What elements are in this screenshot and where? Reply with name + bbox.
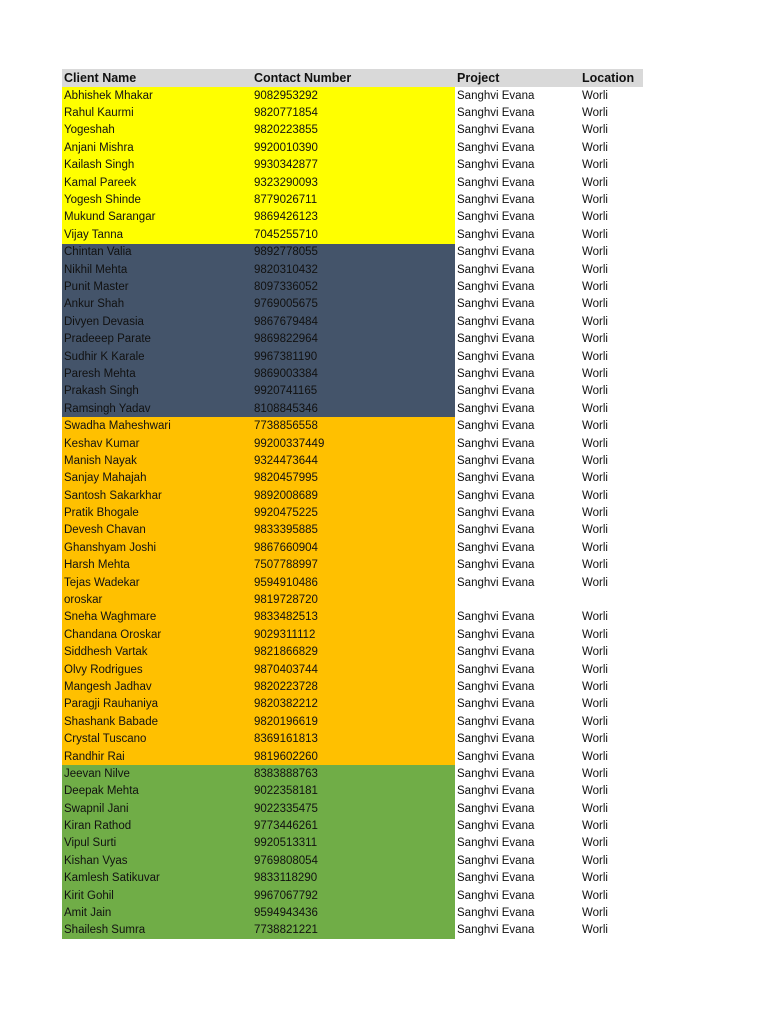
client-name-cell[interactable]: Paresh Mehta — [62, 365, 252, 382]
contact-number-cell[interactable]: 9820457995 — [252, 470, 455, 487]
table-row — [62, 104, 643, 121]
contact-number-cell[interactable]: 9930342877 — [252, 157, 455, 174]
location-cell[interactable]: Worli — [582, 541, 608, 554]
header-row — [62, 69, 643, 87]
client-table — [62, 69, 643, 939]
project-cell[interactable]: Sanghvi Evana — [457, 715, 535, 728]
table-row — [62, 157, 643, 174]
location-cell[interactable]: Worli — [582, 437, 608, 450]
contact-number-cell[interactable]: 7738856558 — [252, 417, 455, 434]
project-cell[interactable]: Sanghvi Evana — [457, 246, 535, 259]
table-row — [62, 365, 643, 382]
project-cell[interactable]: Sanghvi Evana — [457, 872, 535, 885]
client-name-cell[interactable]: Mukund Sarangar — [62, 209, 252, 226]
table-row — [62, 904, 643, 921]
project-cell[interactable]: Sanghvi Evana — [457, 924, 535, 937]
contact-number-cell[interactable]: 9821866829 — [252, 644, 455, 661]
contact-number-cell[interactable]: 9870403744 — [252, 661, 455, 678]
table-row — [62, 296, 643, 313]
table-row — [62, 539, 643, 556]
contact-number-cell[interactable]: 9920513311 — [252, 835, 455, 852]
client-name-cell[interactable]: Anjani Mishra — [62, 139, 252, 156]
client-name-cell[interactable]: Yogesh Shinde — [62, 191, 252, 208]
contact-number-cell[interactable]: 9022358181 — [252, 783, 455, 800]
location-cell[interactable]: Worli — [582, 507, 608, 520]
table-row — [62, 348, 643, 365]
contact-number-cell[interactable]: 9324473644 — [252, 452, 455, 469]
location-cell[interactable]: Worli — [582, 107, 608, 120]
table-row — [62, 174, 643, 191]
project-cell[interactable]: Sanghvi Evana — [457, 420, 535, 433]
location-cell[interactable]: Worli — [582, 402, 608, 415]
table-row — [62, 609, 643, 626]
client-name-cell[interactable]: Ghanshyam Joshi — [62, 539, 252, 556]
contact-number-cell[interactable]: 9869822964 — [252, 330, 455, 347]
table-row — [62, 922, 643, 939]
table-row — [62, 765, 643, 782]
contact-number-cell[interactable]: 8097336052 — [252, 278, 455, 295]
project-cell[interactable]: Sanghvi Evana — [457, 489, 535, 502]
contact-number-cell[interactable]: 9869003384 — [252, 365, 455, 382]
client-name-cell[interactable]: Ramsingh Yadav — [62, 400, 252, 417]
location-cell[interactable]: Worli — [582, 924, 608, 937]
table-row — [62, 244, 643, 261]
client-name-cell[interactable]: Pratik Bhogale — [62, 504, 252, 521]
project-cell[interactable]: Sanghvi Evana — [457, 541, 535, 554]
client-name-cell[interactable]: Chintan Valia — [62, 244, 252, 261]
client-name-cell[interactable]: Amit Jain — [62, 904, 252, 921]
contact-number-cell[interactable]: 9773446261 — [252, 817, 455, 834]
client-name-cell[interactable]: Harsh Mehta — [62, 557, 252, 574]
table-row — [62, 400, 643, 417]
location-cell[interactable]: Worli — [582, 124, 608, 137]
table-row — [62, 191, 643, 208]
contact-number-cell[interactable]: 9594943436 — [252, 904, 455, 921]
project-cell[interactable]: Sanghvi Evana — [457, 385, 535, 398]
project-cell[interactable]: Sanghvi Evana — [457, 176, 535, 189]
contact-number-cell[interactable]: 9820382212 — [252, 696, 455, 713]
table-row — [62, 383, 643, 400]
table-row — [62, 278, 643, 295]
location-cell[interactable]: Worli — [582, 628, 608, 641]
client-name-cell[interactable]: Abhishek Mhakar — [62, 87, 252, 104]
client-name-cell[interactable]: Vipul Surti — [62, 835, 252, 852]
table-row — [62, 696, 643, 713]
project-cell[interactable]: Sanghvi Evana — [457, 124, 535, 137]
project-cell[interactable]: Sanghvi Evana — [457, 680, 535, 693]
table-row — [62, 122, 643, 139]
project-cell[interactable]: Sanghvi Evana — [457, 802, 535, 815]
project-cell[interactable]: Sanghvi Evana — [457, 785, 535, 798]
project-cell[interactable]: Sanghvi Evana — [457, 820, 535, 833]
location-cell[interactable]: Worli — [582, 176, 608, 189]
contact-number-cell[interactable]: 9892778055 — [252, 244, 455, 261]
location-cell[interactable]: Worli — [582, 802, 608, 815]
client-name-cell[interactable]: Rahul Kaurmi — [62, 104, 252, 121]
client-name-cell[interactable]: Prakash Singh — [62, 383, 252, 400]
location-cell[interactable] — [579, 591, 643, 608]
client-name-cell[interactable]: Paragji Rauhaniya — [62, 696, 252, 713]
table-row — [62, 452, 643, 469]
client-name-cell[interactable]: Kamal Pareek — [62, 174, 252, 191]
contact-number-cell[interactable]: 9967381190 — [252, 348, 455, 365]
table-row — [62, 435, 643, 452]
client-name-cell[interactable]: Sneha Waghmare — [62, 609, 252, 626]
table-row — [62, 887, 643, 904]
project-cell[interactable]: Sanghvi Evana — [457, 767, 535, 780]
location-cell[interactable]: Worli — [582, 333, 608, 346]
location-cell[interactable]: Worli — [582, 750, 608, 763]
contact-number-cell[interactable]: 9867660904 — [252, 539, 455, 556]
contact-number-cell[interactable]: 9820223855 — [252, 122, 455, 139]
location-cell[interactable]: Worli — [582, 315, 608, 328]
header-location[interactable]: Location — [579, 69, 643, 87]
header-client-name[interactable]: Client Name — [62, 69, 252, 87]
project-cell[interactable]: Sanghvi Evana — [457, 628, 535, 641]
project-cell[interactable]: Sanghvi Evana — [457, 437, 535, 450]
table-row — [62, 261, 643, 278]
contact-number-cell[interactable]: 9820223728 — [252, 678, 455, 695]
location-cell[interactable]: Worli — [582, 872, 608, 885]
client-name-cell[interactable]: Kiran Rathod — [62, 817, 252, 834]
table-row — [62, 417, 643, 434]
client-name-cell[interactable]: Jeevan Nilve — [62, 765, 252, 782]
project-cell[interactable]: Sanghvi Evana — [457, 698, 535, 711]
table-row — [62, 87, 643, 104]
location-cell[interactable]: Worli — [582, 663, 608, 676]
contact-number-cell[interactable]: 9867679484 — [252, 313, 455, 330]
project-cell[interactable]: Sanghvi Evana — [457, 298, 535, 311]
project-cell[interactable]: Sanghvi Evana — [457, 211, 535, 224]
location-cell[interactable]: Worli — [582, 489, 608, 502]
table-row — [62, 209, 643, 226]
project-cell[interactable]: Sanghvi Evana — [457, 194, 535, 207]
table-row — [62, 678, 643, 695]
table-body — [62, 87, 643, 939]
client-name-cell[interactable]: Swadha Maheshwari — [62, 417, 252, 434]
client-name-cell[interactable]: Randhir Rai — [62, 748, 252, 765]
project-cell[interactable]: Sanghvi Evana — [457, 472, 535, 485]
project-cell[interactable]: Sanghvi Evana — [457, 315, 535, 328]
table-row — [62, 591, 643, 608]
client-name-cell[interactable]: Chandana Oroskar — [62, 626, 252, 643]
project-cell[interactable]: Sanghvi Evana — [457, 507, 535, 520]
contact-number-cell[interactable]: 9920741165 — [252, 383, 455, 400]
client-name-cell[interactable]: oroskar — [62, 591, 252, 608]
location-cell[interactable]: Worli — [582, 228, 608, 241]
table-row — [62, 748, 643, 765]
location-cell[interactable]: Worli — [582, 559, 608, 572]
project-cell[interactable]: Sanghvi Evana — [457, 576, 535, 589]
contact-number-cell[interactable]: 9892008689 — [252, 487, 455, 504]
client-name-cell[interactable]: Ankur Shah — [62, 296, 252, 313]
location-cell[interactable]: Worli — [582, 211, 608, 224]
table-row — [62, 713, 643, 730]
client-name-cell[interactable]: Shailesh Sumra — [62, 922, 252, 939]
client-name-cell[interactable]: Kirit Gohil — [62, 887, 252, 904]
location-cell[interactable]: Worli — [582, 576, 608, 589]
contact-number-cell[interactable]: 8108845346 — [252, 400, 455, 417]
table-row — [62, 557, 643, 574]
location-cell[interactable]: Worli — [582, 141, 608, 154]
location-cell[interactable]: Worli — [582, 785, 608, 798]
project-cell[interactable]: Sanghvi Evana — [457, 663, 535, 676]
location-cell[interactable]: Worli — [582, 767, 608, 780]
table-row — [62, 330, 643, 347]
contact-number-cell[interactable]: 9920010390 — [252, 139, 455, 156]
table-row — [62, 800, 643, 817]
contact-number-cell[interactable]: 9820310432 — [252, 261, 455, 278]
client-name-cell[interactable]: Punit Master — [62, 278, 252, 295]
project-cell[interactable]: Sanghvi Evana — [457, 350, 535, 363]
location-cell[interactable]: Worli — [582, 385, 608, 398]
location-cell[interactable]: Worli — [582, 89, 608, 102]
table-row — [62, 139, 643, 156]
client-name-cell[interactable]: Kishan Vyas — [62, 852, 252, 869]
table-row — [62, 504, 643, 521]
contact-number-cell[interactable]: 9820771854 — [252, 104, 455, 121]
contact-number-cell[interactable]: 9029311112 — [252, 626, 455, 643]
contact-number-cell[interactable]: 7507788997 — [252, 557, 455, 574]
contact-number-cell[interactable]: 9833118290 — [252, 870, 455, 887]
contact-number-cell[interactable]: 9323290093 — [252, 174, 455, 191]
client-name-cell[interactable]: Manish Nayak — [62, 452, 252, 469]
client-name-cell[interactable]: Mangesh Jadhav — [62, 678, 252, 695]
contact-number-cell[interactable]: 9082953292 — [252, 87, 455, 104]
location-cell[interactable]: Worli — [582, 837, 608, 850]
project-cell[interactable]: Sanghvi Evana — [457, 402, 535, 415]
location-cell[interactable]: Worli — [582, 298, 608, 311]
location-cell[interactable]: Worli — [582, 646, 608, 659]
project-cell[interactable]: Sanghvi Evana — [457, 333, 535, 346]
project-cell[interactable]: Sanghvi Evana — [457, 89, 535, 102]
project-cell[interactable]: Sanghvi Evana — [457, 646, 535, 659]
table-row — [62, 730, 643, 747]
contact-number-cell[interactable]: 9022335475 — [252, 800, 455, 817]
contact-number-cell[interactable]: 9819602260 — [252, 748, 455, 765]
client-name-cell[interactable]: Devesh Chavan — [62, 522, 252, 539]
location-cell[interactable]: Worli — [582, 454, 608, 467]
client-name-cell[interactable]: Yogeshah — [62, 122, 252, 139]
contact-number-cell[interactable]: 9769808054 — [252, 852, 455, 869]
location-cell[interactable]: Worli — [582, 524, 608, 537]
contact-number-cell[interactable]: 9967067792 — [252, 887, 455, 904]
contact-number-cell[interactable]: 8779026711 — [252, 191, 455, 208]
client-name-cell[interactable]: Santosh Sakarkhar — [62, 487, 252, 504]
table-row — [62, 226, 643, 243]
client-name-cell[interactable]: Nikhil Mehta — [62, 261, 252, 278]
contact-number-cell[interactable]: 8369161813 — [252, 730, 455, 747]
contact-number-cell[interactable]: 9833395885 — [252, 522, 455, 539]
project-cell[interactable]: Sanghvi Evana — [457, 367, 535, 380]
client-name-cell[interactable]: Vijay Tanna — [62, 226, 252, 243]
client-name-cell[interactable]: Tejas Wadekar — [62, 574, 252, 591]
location-cell[interactable]: Worli — [582, 854, 608, 867]
table-row — [62, 313, 643, 330]
contact-number-cell[interactable]: 9769005675 — [252, 296, 455, 313]
client-name-cell[interactable]: Sanjay Mahajah — [62, 470, 252, 487]
contact-number-cell[interactable]: 7738821221 — [252, 922, 455, 939]
location-cell[interactable]: Worli — [582, 246, 608, 259]
location-cell[interactable]: Worli — [582, 907, 608, 920]
project-cell[interactable]: Sanghvi Evana — [457, 263, 535, 276]
location-cell[interactable]: Worli — [582, 698, 608, 711]
contact-number-cell[interactable]: 9819728720 — [252, 591, 455, 608]
location-cell[interactable]: Worli — [582, 367, 608, 380]
location-cell[interactable]: Worli — [582, 889, 608, 902]
table-row — [62, 626, 643, 643]
project-cell[interactable]: Sanghvi Evana — [457, 750, 535, 763]
project-cell[interactable]: Sanghvi Evana — [457, 524, 535, 537]
client-name-cell[interactable]: Pradeeep Parate — [62, 330, 252, 347]
table-row — [62, 487, 643, 504]
contact-number-cell[interactable]: 99200337449 — [252, 435, 455, 452]
project-cell[interactable]: Sanghvi Evana — [457, 280, 535, 293]
table-row — [62, 661, 643, 678]
project-cell[interactable]: Sanghvi Evana — [457, 454, 535, 467]
contact-number-cell[interactable]: 7045255710 — [252, 226, 455, 243]
project-cell[interactable]: Sanghvi Evana — [457, 733, 535, 746]
location-cell[interactable]: Worli — [582, 263, 608, 276]
location-cell[interactable]: Worli — [582, 350, 608, 363]
location-cell[interactable]: Worli — [582, 194, 608, 207]
table-row — [62, 870, 643, 887]
location-cell[interactable]: Worli — [582, 680, 608, 693]
project-cell[interactable]: Sanghvi Evana — [457, 228, 535, 241]
project-cell[interactable]: Sanghvi Evana — [457, 559, 535, 572]
client-name-cell[interactable]: Olvy Rodrigues — [62, 661, 252, 678]
client-name-cell[interactable]: Keshav Kumar — [62, 435, 252, 452]
client-name-cell[interactable]: Crystal Tuscano — [62, 730, 252, 747]
project-cell[interactable]: Sanghvi Evana — [457, 107, 535, 120]
location-cell[interactable]: Worli — [582, 280, 608, 293]
table-row — [62, 835, 643, 852]
client-name-cell[interactable]: Kailash Singh — [62, 157, 252, 174]
table-row — [62, 817, 643, 834]
location-cell[interactable]: Worli — [582, 820, 608, 833]
project-cell[interactable]: Sanghvi Evana — [457, 611, 535, 624]
contact-number-cell[interactable]: 9594910486 — [252, 574, 455, 591]
location-cell[interactable]: Worli — [582, 420, 608, 433]
location-cell[interactable]: Worli — [582, 472, 608, 485]
table-row — [62, 522, 643, 539]
project-cell[interactable]: Sanghvi Evana — [457, 141, 535, 154]
project-cell[interactable]: Sanghvi Evana — [457, 159, 535, 172]
table-row — [62, 783, 643, 800]
header-project[interactable]: Project — [455, 69, 579, 87]
location-cell[interactable]: Worli — [582, 733, 608, 746]
project-cell[interactable] — [455, 591, 579, 608]
contact-number-cell[interactable]: 9833482513 — [252, 609, 455, 626]
client-name-cell[interactable]: Deepak Mehta — [62, 783, 252, 800]
location-cell[interactable]: Worli — [582, 159, 608, 172]
contact-number-cell[interactable]: 8383888763 — [252, 765, 455, 782]
table-row — [62, 852, 643, 869]
location-cell[interactable]: Worli — [582, 715, 608, 728]
client-name-cell[interactable]: Swapnil Jani — [62, 800, 252, 817]
contact-number-cell[interactable]: 9920475225 — [252, 504, 455, 521]
project-cell[interactable]: Sanghvi Evana — [457, 837, 535, 850]
client-name-cell[interactable]: Divyen Devasia — [62, 313, 252, 330]
client-name-cell[interactable]: Siddhesh Vartak — [62, 644, 252, 661]
project-cell[interactable]: Sanghvi Evana — [457, 907, 535, 920]
header-contact-number[interactable]: Contact Number — [252, 69, 455, 87]
client-name-cell[interactable]: Kamlesh Satikuvar — [62, 870, 252, 887]
location-cell[interactable]: Worli — [582, 611, 608, 624]
table-row — [62, 644, 643, 661]
project-cell[interactable]: Sanghvi Evana — [457, 854, 535, 867]
project-cell[interactable]: Sanghvi Evana — [457, 889, 535, 902]
table-row — [62, 574, 643, 591]
contact-number-cell[interactable]: 9869426123 — [252, 209, 455, 226]
table-row — [62, 470, 643, 487]
contact-number-cell[interactable]: 9820196619 — [252, 713, 455, 730]
client-name-cell[interactable]: Shashank Babade — [62, 713, 252, 730]
client-name-cell[interactable]: Sudhir K Karale — [62, 348, 252, 365]
